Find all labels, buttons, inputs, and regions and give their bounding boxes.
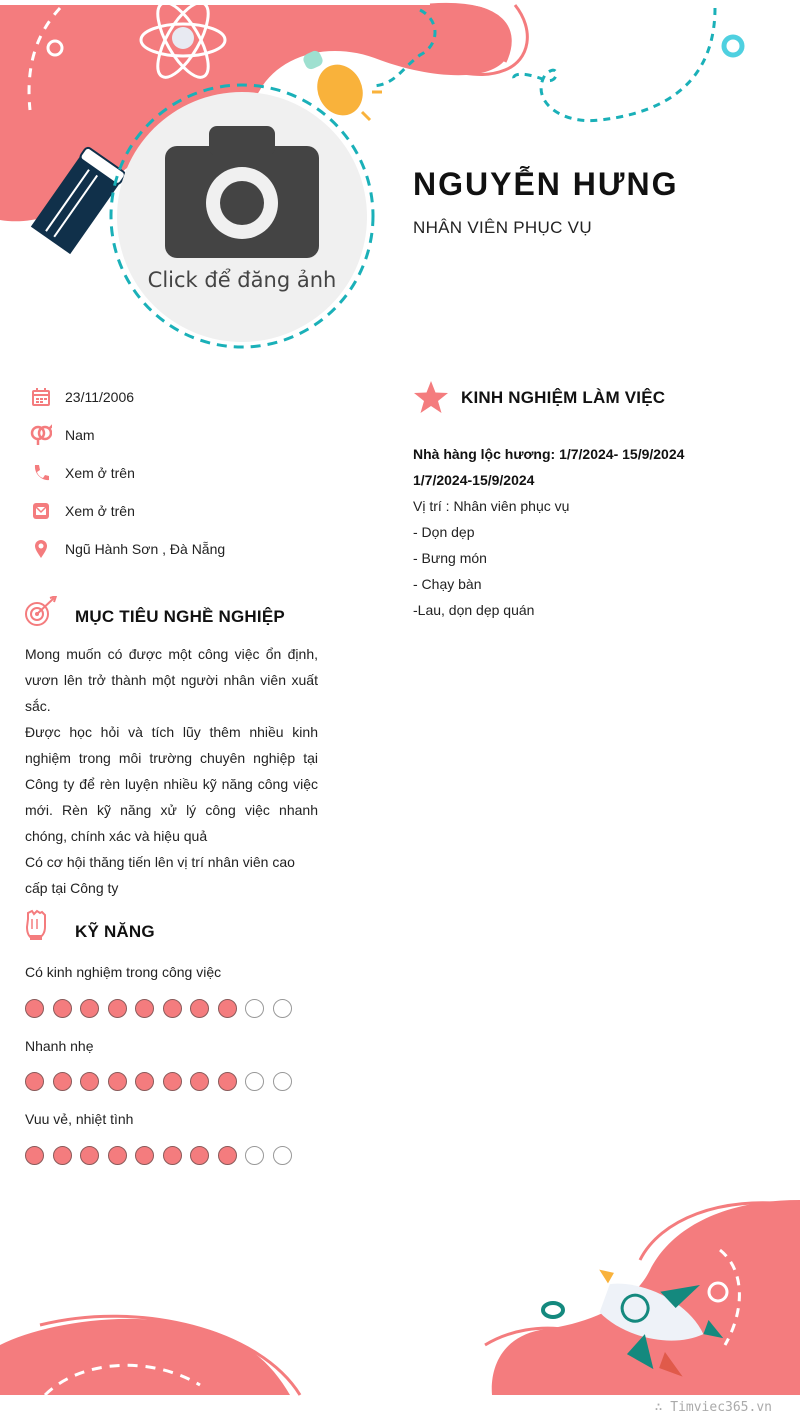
birthdate-value: 23/11/2006	[65, 389, 135, 405]
experience-title: KINH NGHIỆM LÀM VIỆC	[461, 388, 666, 407]
rating-dot-filled	[53, 1072, 72, 1091]
location-icon	[30, 538, 52, 560]
contact-address	[30, 537, 226, 561]
phone-value: Xem ở trên	[65, 465, 135, 481]
target-icon	[24, 596, 58, 628]
star-icon	[413, 380, 449, 416]
experience-line: - Dọn dẹp	[413, 524, 475, 540]
rating-dot-filled	[135, 1072, 154, 1091]
objective-title: MỤC TIÊU NGHỀ NGHIỆP	[75, 607, 285, 626]
rating-dot-empty	[273, 1072, 292, 1091]
gender-icon	[30, 424, 52, 446]
rating-dot-empty	[245, 1146, 264, 1165]
calendar-icon	[30, 386, 52, 408]
rating-dot-filled	[108, 1072, 127, 1091]
skill-rating	[25, 999, 292, 1018]
email-icon	[30, 500, 52, 522]
rating-dot-filled	[25, 1146, 44, 1165]
objective-text	[25, 641, 318, 901]
rating-dot-empty	[245, 1072, 264, 1091]
rating-dot-filled	[190, 999, 209, 1018]
contact-phone	[30, 461, 135, 485]
rating-dot-filled	[163, 999, 182, 1018]
email-value: Xem ở trên	[65, 503, 135, 519]
gender-value: Nam	[65, 427, 95, 443]
rating-dot-filled	[135, 1146, 154, 1165]
rating-dot-filled	[163, 1072, 182, 1091]
experience-line: Vị trí : Nhân viên phục vụ	[413, 498, 570, 514]
lightbulb-icon	[301, 49, 382, 123]
fist-icon	[24, 909, 48, 941]
skill-rating	[25, 1146, 292, 1165]
skills-title: KỸ NĂNG	[75, 922, 155, 941]
objective-line: Mong muốn có được một công việc ổn định, vươn lên trở thành một người nhân viên xuất sắc.	[25, 646, 318, 714]
rating-dot-filled	[80, 999, 99, 1018]
contact-birthdate	[30, 385, 135, 409]
skill-name: Vuu vẻ, nhiệt tình	[25, 1111, 134, 1127]
skill-name: Có kinh nghiệm trong công việc	[25, 964, 222, 980]
photo-upload-label: Click để đăng ảnh	[147, 268, 337, 292]
footer-watermark: ∴ Timviec365.vn	[654, 1400, 772, 1415]
experience-period: 1/7/2024-15/9/2024	[413, 472, 535, 488]
rating-dot-filled	[53, 999, 72, 1018]
objective-line: Có cơ hội thăng tiến lên vị trí nhân viên cao cấp tại Công ty	[25, 854, 295, 896]
candidate-name: NGUYỄN HƯNG	[413, 166, 679, 202]
rating-dot-filled	[190, 1146, 209, 1165]
rating-dot-filled	[108, 999, 127, 1018]
rating-dot-filled	[80, 1072, 99, 1091]
rating-dot-filled	[163, 1146, 182, 1165]
rating-dot-filled	[190, 1072, 209, 1091]
photo-upload[interactable]	[117, 92, 367, 342]
contact-gender	[30, 423, 95, 447]
rating-dot-empty	[273, 999, 292, 1018]
contact-email	[30, 499, 135, 523]
rating-dot-filled	[218, 1146, 237, 1165]
rating-dot-empty	[273, 1146, 292, 1165]
job-title: NHÂN VIÊN PHỤC VỤ	[413, 218, 592, 237]
address-value: Ngũ Hành Sơn , Đà Nẵng	[65, 541, 226, 557]
skill-name: Nhanh nhẹ	[25, 1038, 94, 1054]
experience-line: - Bưng món	[413, 550, 487, 566]
experience-entry	[413, 441, 753, 623]
rating-dot-filled	[218, 1072, 237, 1091]
rating-dot-filled	[108, 1146, 127, 1165]
rating-dot-filled	[25, 999, 44, 1018]
skill-rating	[25, 1072, 292, 1091]
rating-dot-filled	[218, 999, 237, 1018]
experience-line: -Lau, dọn dẹp quán	[413, 602, 535, 618]
rating-dot-empty	[245, 999, 264, 1018]
phone-icon	[30, 462, 52, 484]
experience-line: - Chạy bàn	[413, 576, 482, 592]
rating-dot-filled	[135, 999, 154, 1018]
objective-line: Được học hỏi và tích lũy thêm nhiều kinh nghiệm trong môi trường chuyên nghiệp tại Công ty để rèn luyện nhiều kỹ năng công việc mới. Rèn kỹ năng xử lý công việc nhanh chóng, chính xác và hiệu quả	[25, 724, 318, 844]
rating-dot-filled	[25, 1072, 44, 1091]
experience-company: Nhà hàng lộc hương: 1/7/2024- 15/9/2024	[413, 446, 685, 462]
rating-dot-filled	[80, 1146, 99, 1165]
camera-icon	[165, 126, 319, 260]
rating-dot-filled	[53, 1146, 72, 1165]
